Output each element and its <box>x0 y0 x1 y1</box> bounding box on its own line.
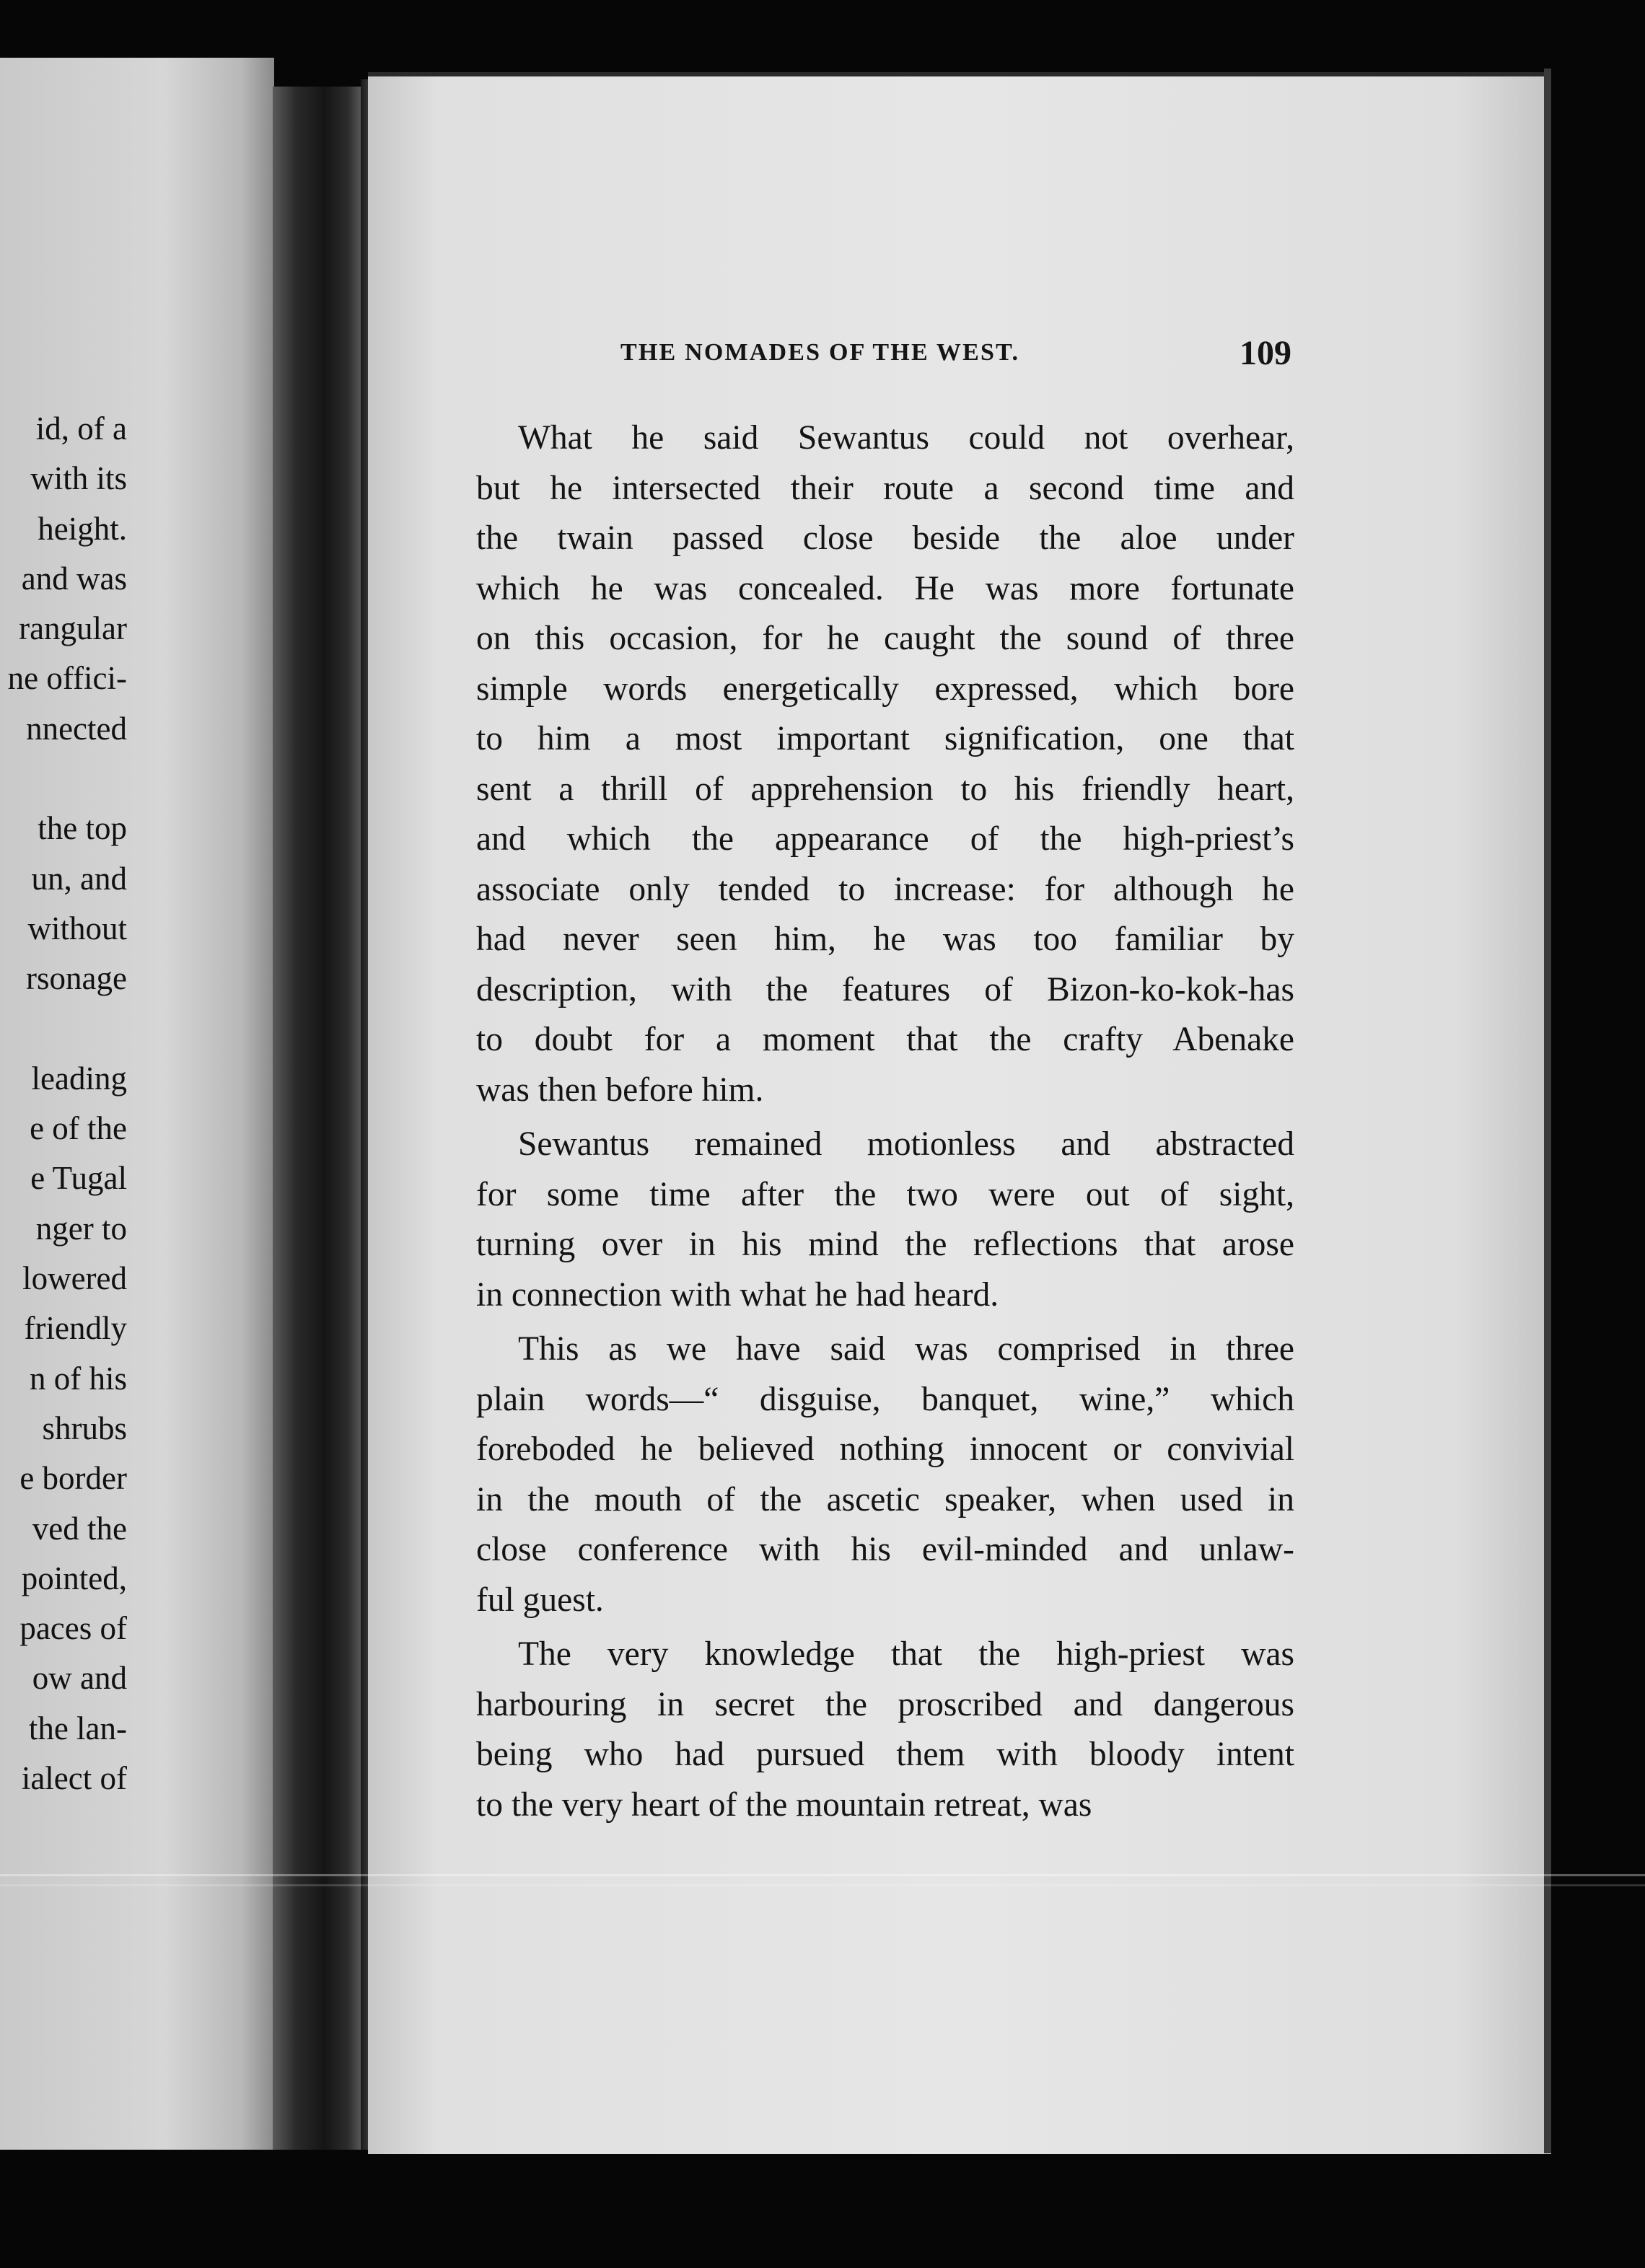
left-page-line: id, of a <box>35 410 127 447</box>
left-page-text <box>0 404 127 1803</box>
paragraph <box>476 1120 1294 1320</box>
left-page-line: paces of <box>19 1610 127 1647</box>
left-page-line: rsonage <box>26 960 127 997</box>
running-title: THE NOMADES OF THE WEST. <box>620 339 1020 366</box>
left-page-line: with its <box>30 460 127 497</box>
left-page-line: pointed, <box>21 1560 127 1596</box>
left-page-line: the top <box>38 810 127 847</box>
text-line: associate only tended to increase: for although he <box>476 870 1294 908</box>
paragraph <box>476 1324 1294 1625</box>
text-line: for some time after the two were out of sight, <box>476 1175 1294 1213</box>
text-line: on this occasion, for he caught the sound of three <box>476 620 1294 657</box>
text-line: foreboded he believed nothing innocent or convivial <box>476 1430 1294 1468</box>
text-line: to him a most important signification, one that <box>476 720 1294 757</box>
text-line: which he was concealed. He was more fortunate <box>476 569 1294 607</box>
text-line: simple words energetically expressed, which bore <box>476 669 1294 708</box>
left-page-line: ne offici- <box>7 660 127 697</box>
text-line: being who had pursued them with bloody intent <box>476 1736 1294 1773</box>
left-page-line: the lan- <box>28 1710 127 1746</box>
left-page-line: ved the <box>32 1510 127 1547</box>
left-page-line: lowered <box>22 1260 127 1297</box>
text-line: in the mouth of the ascetic speaker, when used in <box>476 1480 1294 1518</box>
text-line: ful guest. <box>476 1581 604 1619</box>
text-line: description, with the features of Bizon-ko-kok-has <box>476 970 1294 1008</box>
text-line: and which the appearance of the high-priest’s <box>476 820 1294 858</box>
left-page-line: rangular <box>19 610 127 647</box>
text-line: was then before him. <box>476 1071 764 1109</box>
running-head <box>620 333 1291 377</box>
left-page-gap <box>0 1004 127 1054</box>
left-page-line: height. <box>38 510 127 547</box>
left-page-line: shrubs <box>42 1410 127 1446</box>
scan-artifact-line <box>0 1874 1645 1876</box>
text-line: sent a thrill of apprehension to his friendly heart, <box>476 770 1294 808</box>
text-line: to doubt for a moment that the crafty Abenake <box>476 1021 1294 1058</box>
book-gutter <box>273 87 367 2150</box>
text-line: the twain passed close beside the aloe under <box>476 519 1294 557</box>
text-line: turning over in his mind the reflections that arose <box>476 1226 1294 1263</box>
left-page-line: e Tugal <box>30 1160 127 1197</box>
left-page-line: leading <box>31 1060 127 1096</box>
text-line: but he intersected their route a second time and <box>476 469 1294 507</box>
text-line: This as we have said was comprised in three <box>518 1330 1294 1368</box>
left-page-line: e border <box>19 1460 127 1497</box>
left-page-line: without <box>27 910 127 946</box>
left-page-line: nger to <box>35 1210 127 1247</box>
text-line: had never seen him, he was too familiar by <box>476 920 1294 958</box>
text-line: to the very heart of the mountain retreat, was <box>476 1785 1092 1824</box>
text-line: What he said Sewantus could not overhear, <box>518 419 1294 457</box>
left-page-line: e of the <box>30 1110 127 1147</box>
body-text <box>476 413 1294 1834</box>
page-number: 109 <box>1240 334 1291 372</box>
text-line: plain words—“ disguise, banquet, wine,” which <box>476 1380 1294 1418</box>
paragraph <box>476 413 1294 1115</box>
text-line: The very knowledge that the high-priest was <box>518 1635 1294 1673</box>
text-line: Sewantus remained motionless and abstracted <box>518 1125 1294 1163</box>
left-page-line: and was <box>21 560 127 597</box>
left-page-line: un, and <box>31 860 127 897</box>
left-page-line: friendly <box>24 1310 127 1347</box>
text-line: close conference with his evil-minded and unlaw- <box>476 1531 1294 1568</box>
text-line: in connection with what he had heard. <box>476 1275 999 1314</box>
paragraph <box>476 1630 1294 1830</box>
text-line: harbouring in secret the proscribed and dangerous <box>476 1685 1294 1723</box>
left-page-line: nnected <box>26 710 127 747</box>
left-page-line: ialect of <box>21 1760 127 1797</box>
page-edge <box>1544 69 1551 2153</box>
scan-artifact-line <box>0 1884 1645 1886</box>
left-page-line: n of his <box>30 1360 127 1397</box>
left-page-line: ow and <box>32 1660 127 1697</box>
left-page-gap <box>0 754 127 804</box>
